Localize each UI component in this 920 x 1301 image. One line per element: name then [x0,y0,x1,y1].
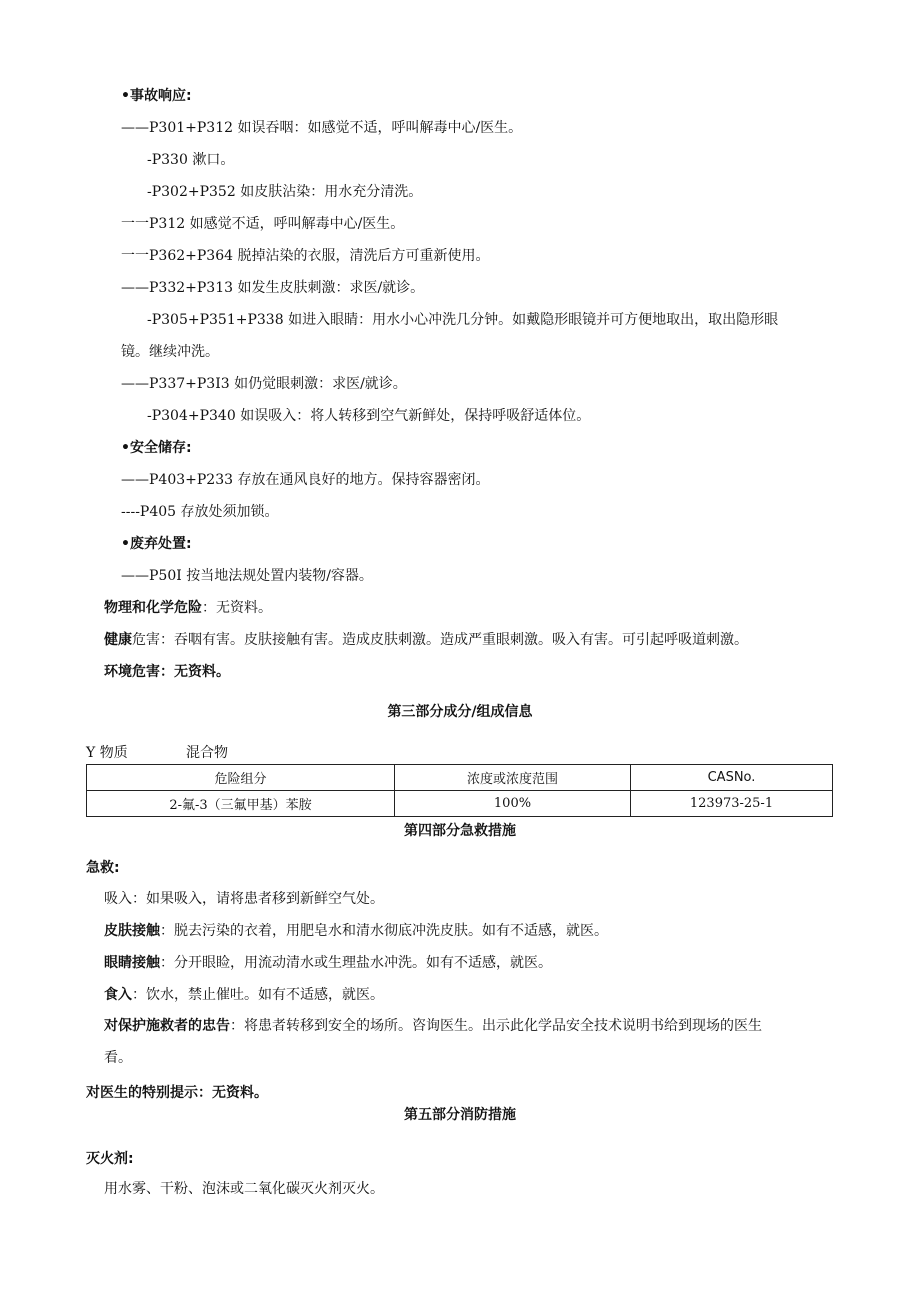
response-line: -P305+P351+P338 如进入眼睛：用水小心冲洗几分钟。如戴隐形眼镜并可方便地取出，取出隐形眼 [147,312,779,328]
table-row [87,791,833,817]
response-line: ——P301+P312 如误吞咽：如感觉不适，呼叫解毒中心/医生。 [121,120,523,136]
environment-hazard: 环境危害：无资料。 [104,664,230,680]
extinguishing-heading: 灭火剂: [86,1151,134,1167]
column-header: CASNo. [631,765,833,791]
response-line: ——P337+P3I3 如仍觉眼刺激：求医/就诊。 [121,376,407,392]
mixture-label: 混合物 [186,745,228,761]
eye-contact [104,954,552,972]
health-hazard-text: 危害：吞咽有害。皮肤接触有害。造成皮肤刺激。造成严重眼刺激。吸入有害。可引起呼吸道刺激。 [132,632,748,648]
disposal-line: ——P50I 按当地法规处置内装物/容器。 [121,568,373,584]
physical-hazard-text: ：无资料。 [202,600,272,616]
rescuer-advice-continued: 看。 [104,1050,132,1066]
skin-contact [104,922,608,940]
eye-contact-text: ：分开眼睑，用流动清水或生理盐水冲洗。如有不适感，就医。 [160,955,552,971]
column-header: 浓度或浓度范围 [395,765,631,791]
section-5-title: 第五部分消防措施 [404,1107,516,1123]
response-line: ——P332+P313 如发生皮肤刺激：求医/就诊。 [121,280,425,296]
storage-line: ----P405 存放处须加锁。 [121,504,279,520]
section-4-title: 第四部分急救措施 [404,823,516,839]
physical-hazard [104,599,272,617]
firstaid-heading: 急救: [86,860,120,876]
eye-contact-label: 眼睛接触 [104,955,160,971]
ingestion [104,986,384,1004]
rescuer-advice-text: ：将患者转移到安全的场所。咨询医生。出示此化学品安全技术说明书给到现场的医生 [230,1018,762,1034]
disposal-heading: •废弃处置: [121,536,192,552]
ingestion-text: ：饮水，禁止催吐。如有不适感，就医。 [132,987,384,1003]
storage-heading: •安全储存: [121,440,192,456]
component-cas: 123973-25-1 [631,791,833,817]
health-hazard [104,631,748,649]
skin-contact-label: 皮肤接触 [104,923,160,939]
response-heading: •事故响应: [121,88,192,104]
rescuer-advice [104,1017,762,1035]
column-header: 危险组分 [87,765,395,791]
substance-label: Y 物质 [86,745,128,761]
skin-contact-text: ：脱去污染的衣着，用肥皂水和清水彻底冲洗皮肤。如有不适感，就医。 [160,923,608,939]
response-line: 一一P362+P364 脱掉沾染的衣服，清洗后方可重新使用。 [121,248,490,264]
response-line: -P304+P340 如误吸入：将人转移到空气新鲜处，保持呼吸舒适体位。 [147,408,591,424]
ingestion-label: 食入 [104,987,132,1003]
storage-line: ——P403+P233 存放在通风良好的地方。保持容器密闭。 [121,472,490,488]
composition-table [86,764,833,817]
section-3-title: 第三部分成分/组成信息 [387,704,533,720]
rescuer-advice-label: 对保护施救者的忠告 [104,1018,230,1034]
response-line: -P330 漱口。 [147,152,235,168]
component-name: 2-氟-3（三氟甲基）苯胺 [87,791,395,817]
inhalation-text: 吸入：如果吸入，请将患者移到新鲜空气处。 [104,891,384,907]
physical-hazard-label: 物理和化学危险 [104,600,202,616]
component-concentration: 100% [395,791,631,817]
extinguishing-text: 用水雾、干粉、泡沫或二氧化碳灭火剂灭火。 [104,1181,384,1197]
table-header-row [87,765,833,791]
health-hazard-label: 健康 [104,632,132,648]
response-line: 一一P312 如感觉不适，呼叫解毒中心/医生。 [121,216,405,232]
doctor-note: 对医生的特别提示：无资料。 [86,1085,268,1101]
response-line: -P302+P352 如皮肤沾染：用水充分清洗。 [147,184,423,200]
response-line: 镜。继续冲洗。 [121,344,219,360]
